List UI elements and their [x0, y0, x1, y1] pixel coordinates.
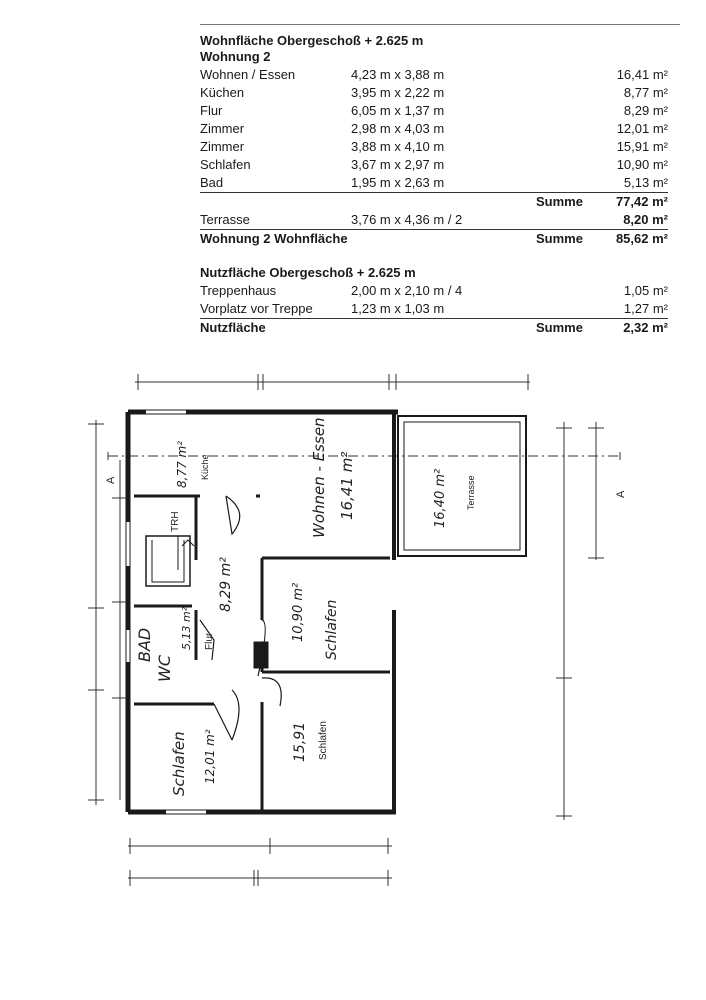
room-name: Bad — [200, 175, 224, 190]
room-name: Vorplatz vor Treppe — [200, 301, 313, 316]
dimension-lines — [88, 374, 620, 886]
room-name: Zimmer — [200, 139, 245, 154]
bad-name: BAD — [135, 627, 154, 662]
nutz-title-row — [200, 264, 668, 282]
terrace-area: 8,20 m² — [623, 212, 668, 227]
room-name: Küchen — [200, 85, 245, 100]
nutz-rows — [200, 282, 668, 318]
table-top-rule — [200, 24, 680, 25]
room-area: 5,13 m² — [623, 175, 668, 190]
total-label: Wohnung 2 Wohnfläche — [200, 231, 348, 246]
schlafen2-area: 12,01 m² — [203, 729, 217, 784]
room-name: Wohnen / Essen — [200, 67, 296, 82]
total-row — [200, 230, 668, 248]
room-area: 1,27 m² — [623, 301, 668, 316]
table-row — [200, 84, 668, 102]
schlafen1-name: Schlafen — [324, 599, 340, 660]
room-area: 16,41 m² — [616, 67, 668, 82]
total-sum-label: Summe — [536, 231, 583, 246]
section-marker-left: A — [105, 476, 117, 484]
table-row — [200, 120, 668, 138]
table-row — [200, 66, 668, 84]
room-dims: 2,00 m x 2,10 m / 4 — [351, 283, 463, 298]
table-row — [200, 138, 668, 156]
room-area: 12,01 m² — [616, 121, 668, 136]
unit-title: Wohnung 2 — [200, 49, 271, 64]
terrasse-area: 16,40 m² — [433, 468, 448, 528]
total-value: 85,62 m² — [615, 231, 668, 246]
wohnen-name: Wohnen - Essen — [310, 417, 328, 538]
schlafen2-name: Schlafen — [170, 731, 188, 796]
terrace-dims: 3,76 m x 4,36 m / 2 — [351, 212, 463, 227]
room-dims: 1,95 m x 2,63 m — [351, 175, 445, 190]
room-name: Schlafen — [200, 157, 251, 172]
table-row — [200, 174, 668, 192]
schlafen3-area: 15,91 — [292, 721, 308, 762]
bad-area: 5,13 m² — [180, 606, 193, 650]
room-dims: 3,67 m x 2,97 m — [351, 157, 445, 172]
spacer — [200, 248, 668, 264]
section-marker-right: A — [615, 490, 627, 498]
area-table — [200, 30, 668, 337]
schlafen1-area: 10,90 m² — [291, 582, 306, 642]
kueche-area: 8,77 m² — [175, 440, 189, 488]
room-dims: 3,88 m x 4,10 m — [351, 139, 445, 154]
table-row — [200, 156, 668, 174]
room-dims: 4,23 m x 3,88 m — [351, 67, 445, 82]
room-name: Treppenhaus — [200, 283, 277, 298]
terrace-name: Terrasse — [200, 212, 250, 227]
room-name: Flur — [200, 103, 223, 118]
terrace-row — [200, 211, 668, 229]
terrasse-name: Terrasse — [466, 475, 476, 510]
nutz-total-label: Nutzfläche — [200, 320, 266, 335]
schlafen3-name: Schlafen — [318, 721, 329, 760]
room-area: 10,90 m² — [616, 157, 668, 172]
table-row — [200, 102, 668, 120]
table-row — [200, 282, 668, 300]
nutz-title: Nutzfläche Obergeschoß + 2.625 m — [200, 265, 416, 280]
sum1-value: 77,42 m² — [615, 194, 668, 209]
header-title: Wohnfläche Obergeschoß + 2.625 m — [200, 33, 424, 48]
trh-label: TRH — [170, 511, 181, 532]
room-area: 8,29 m² — [623, 103, 668, 118]
kueche-name: Küche — [200, 454, 210, 480]
sum1-label: Summe — [536, 194, 583, 209]
nutz-sum-label: Summe — [536, 320, 583, 335]
room-dims: 3,95 m x 2,22 m — [351, 85, 445, 100]
flur-name: Flur — [204, 632, 215, 650]
nutz-total-value: 2,32 m² — [623, 320, 668, 335]
room-dims: 2,98 m x 4,03 m — [351, 121, 445, 136]
flur-area: 8,29 m² — [218, 557, 234, 612]
wohnen-area: 16,41 m² — [338, 451, 356, 520]
room-area: 1,05 m² — [623, 283, 668, 298]
room-dims: 1,23 m x 1,03 m — [351, 301, 445, 316]
room-name: Zimmer — [200, 121, 245, 136]
room-area: 8,77 m² — [623, 85, 668, 100]
table-row — [200, 300, 668, 318]
room-area: 15,91 m² — [616, 139, 668, 154]
room-dims: 6,05 m x 1,37 m — [351, 103, 445, 118]
unit-title-row — [200, 48, 668, 66]
nutz-total-row — [200, 319, 668, 337]
sum1-row — [200, 193, 668, 211]
room-rows — [200, 66, 668, 192]
wc-name: WC — [155, 655, 174, 682]
floor-plan — [0, 360, 706, 1000]
